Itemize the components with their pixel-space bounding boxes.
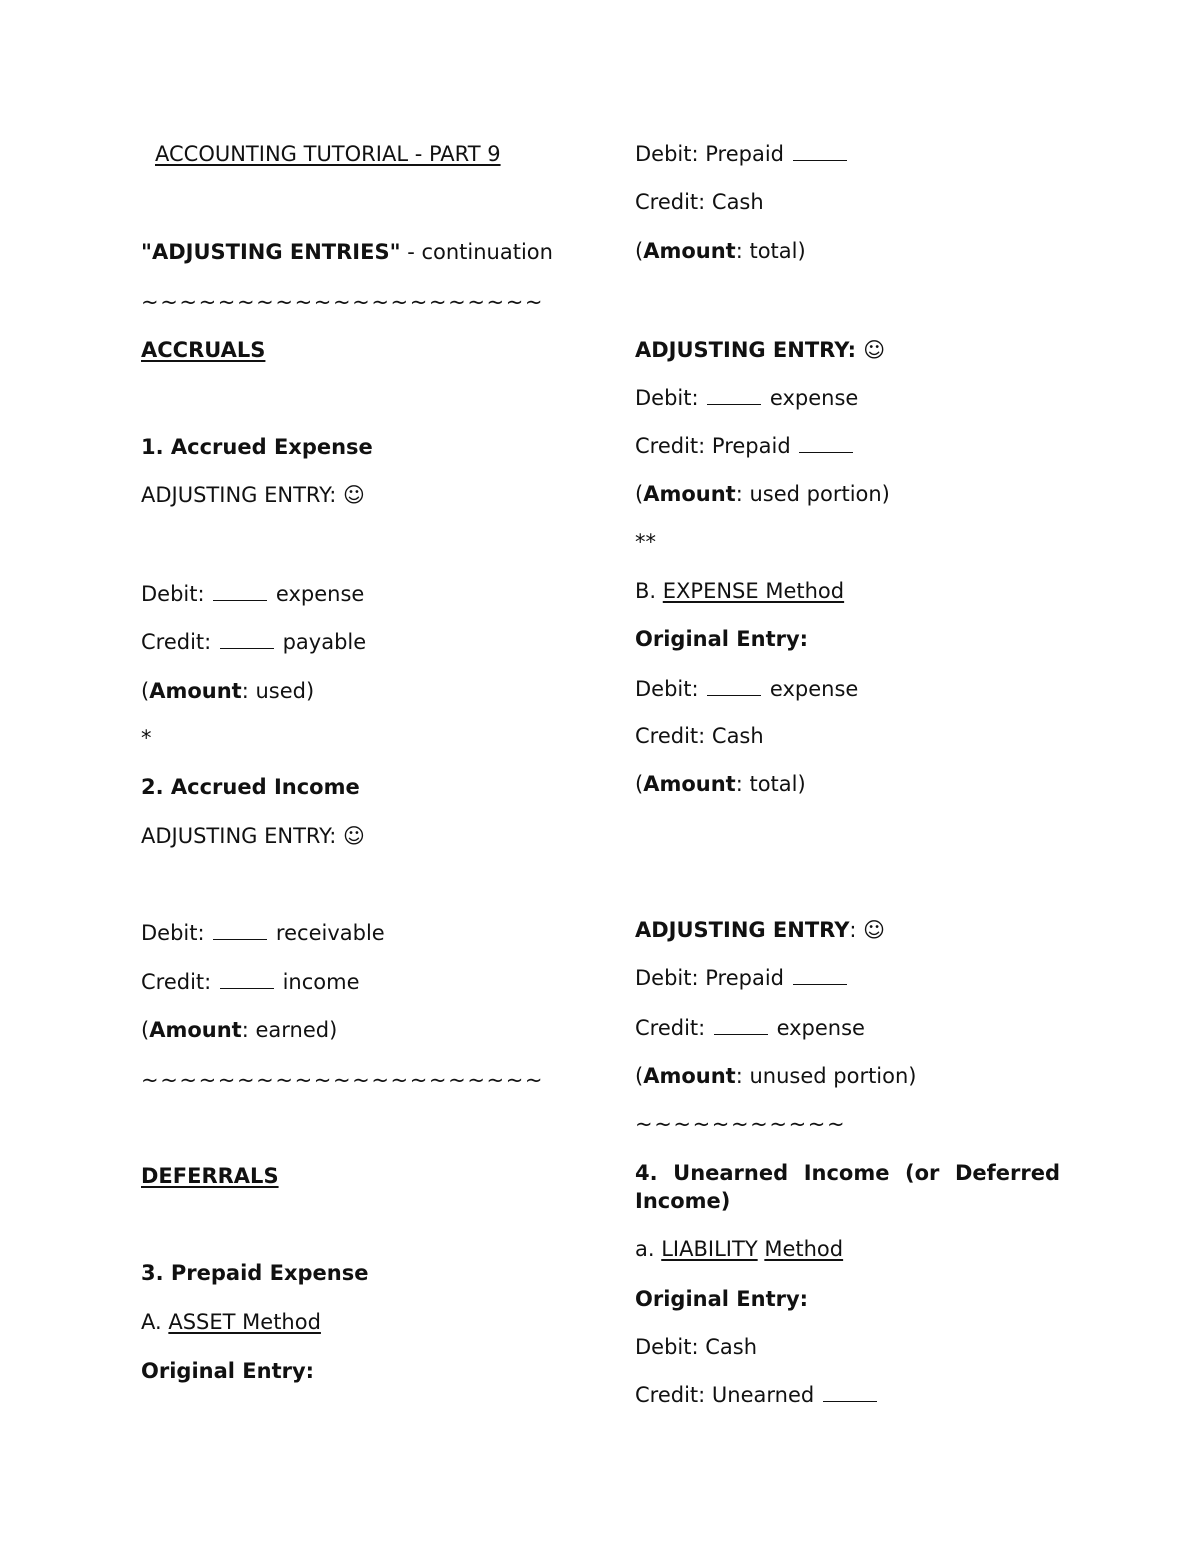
adjusting-entry-label: ADJUSTING ENTRY: ☺ bbox=[141, 824, 365, 848]
amount-value: : used portion) bbox=[735, 482, 890, 506]
credit-account: payable bbox=[275, 630, 367, 654]
adjusting-entry-label: ADJUSTING ENTRY: ☺ bbox=[141, 483, 365, 507]
blank-line bbox=[707, 675, 761, 696]
tilde-divider: ~~~~~~~~~~~ bbox=[635, 1112, 847, 1136]
amount-label: Amount bbox=[643, 482, 736, 506]
credit-account: expense bbox=[769, 1016, 865, 1040]
amount-value: : total) bbox=[735, 239, 806, 263]
method-letter: B. bbox=[635, 579, 663, 603]
subtitle bbox=[141, 238, 553, 266]
blank-line bbox=[220, 968, 274, 989]
credit-line bbox=[141, 968, 360, 996]
debit-label: Debit: Prepaid bbox=[635, 142, 791, 166]
heading-accrued-income: 2. Accrued Income bbox=[141, 775, 360, 799]
credit-label: Credit: bbox=[141, 970, 218, 994]
heading-prepaid-expense: 3. Prepaid Expense bbox=[141, 1261, 369, 1285]
credit-label: Credit: Prepaid bbox=[635, 434, 798, 458]
debit-line bbox=[141, 919, 385, 947]
adjusting-entry-bold: ADJUSTING ENTRY bbox=[635, 918, 850, 942]
credit-account: income bbox=[275, 970, 360, 994]
heading-accrued-expense: 1. Accrued Expense bbox=[141, 435, 373, 459]
debit-line bbox=[635, 384, 858, 412]
amount-line: (Amount: total) bbox=[635, 772, 806, 796]
amount-label: Amount bbox=[643, 239, 736, 263]
method-b-line bbox=[635, 577, 844, 605]
section-accruals: ACCRUALS bbox=[141, 338, 266, 362]
subtitle-bold: "ADJUSTING ENTRIES" bbox=[141, 240, 401, 264]
tilde-divider: ~~~~~~~~~~~~~~~~~~~~~ bbox=[141, 290, 545, 314]
credit-label: Credit: Unearned bbox=[635, 1383, 821, 1407]
blank-line bbox=[213, 580, 267, 601]
credit-label: Credit: bbox=[141, 630, 218, 654]
credit-line bbox=[141, 628, 366, 656]
method-name: LIABILITY bbox=[661, 1237, 758, 1261]
debit-label: Debit: bbox=[141, 921, 212, 945]
amount-label: Amount bbox=[643, 772, 736, 796]
amount-line: (Amount: used portion) bbox=[635, 482, 890, 506]
amount-label: Amount bbox=[643, 1064, 736, 1088]
blank-line bbox=[714, 1014, 768, 1035]
blank-line bbox=[220, 628, 274, 649]
blank-line bbox=[799, 432, 853, 453]
blank-line bbox=[793, 964, 847, 985]
debit-line bbox=[635, 964, 849, 992]
debit-label: Debit: bbox=[635, 677, 706, 701]
amount-value: : used) bbox=[241, 679, 315, 703]
credit-line: Credit: Cash bbox=[635, 724, 764, 748]
amount-line: (Amount: used) bbox=[141, 679, 315, 703]
debit-line: Debit: Cash bbox=[635, 1335, 758, 1359]
credit-line: Credit: Cash bbox=[635, 190, 764, 214]
amount-label: Amount bbox=[149, 1018, 242, 1042]
amount-line: (Amount: total) bbox=[635, 239, 806, 263]
credit-line bbox=[635, 1381, 879, 1409]
method-name: EXPENSE Method bbox=[662, 579, 845, 603]
subtitle-rest: - continuation bbox=[400, 240, 553, 264]
method-a-line bbox=[635, 1235, 843, 1263]
amount-line: (Amount: unused portion) bbox=[635, 1064, 917, 1088]
section-deferrals: DEFERRALS bbox=[141, 1164, 279, 1188]
credit-line bbox=[635, 1014, 865, 1042]
original-entry-label: Original Entry: bbox=[635, 1287, 809, 1311]
amount-line: (Amount: earned) bbox=[141, 1018, 338, 1042]
debit-line bbox=[141, 580, 364, 608]
method-letter: A. bbox=[141, 1310, 169, 1334]
debit-label: Debit: bbox=[141, 582, 212, 606]
star-separator: ** bbox=[635, 530, 656, 554]
debit-label: Debit: Prepaid bbox=[635, 966, 791, 990]
tilde-divider: ~~~~~~~~~~~~~~~~~~~~~ bbox=[141, 1068, 545, 1092]
debit-line bbox=[635, 675, 858, 703]
blank-line bbox=[823, 1381, 877, 1402]
original-entry-label: Original Entry: bbox=[635, 627, 809, 651]
method-name: ASSET Method bbox=[168, 1310, 321, 1334]
original-entry-label: Original Entry: bbox=[141, 1359, 315, 1383]
adjusting-entry-rest: : ☺ bbox=[849, 918, 886, 942]
debit-account: receivable bbox=[269, 921, 385, 945]
credit-line bbox=[635, 432, 855, 460]
amount-label: Amount bbox=[149, 679, 242, 703]
amount-value: : unused portion) bbox=[735, 1064, 917, 1088]
credit-label: Credit: bbox=[635, 1016, 712, 1040]
heading-unearned-income: 4. Unearned Income (or Deferred Income) bbox=[635, 1161, 1060, 1213]
blank-line bbox=[793, 140, 847, 161]
blank-line bbox=[707, 384, 761, 405]
amount-value: : earned) bbox=[241, 1018, 338, 1042]
method-a-line bbox=[141, 1308, 321, 1336]
adjusting-entry-heading: ADJUSTING ENTRY: ☺ bbox=[635, 338, 886, 362]
debit-account: expense bbox=[763, 677, 859, 701]
debit-account: expense bbox=[269, 582, 365, 606]
debit-account: expense bbox=[763, 386, 859, 410]
method-word: Method bbox=[764, 1237, 844, 1261]
debit-line bbox=[635, 140, 849, 168]
star-separator: * bbox=[141, 726, 152, 750]
blank-line bbox=[213, 919, 267, 940]
debit-label: Debit: bbox=[635, 386, 706, 410]
adjusting-entry-heading bbox=[635, 916, 885, 944]
method-letter: a. bbox=[635, 1237, 662, 1261]
amount-value: : total) bbox=[735, 772, 806, 796]
page-title: ACCOUNTING TUTORIAL - PART 9 bbox=[155, 142, 501, 166]
